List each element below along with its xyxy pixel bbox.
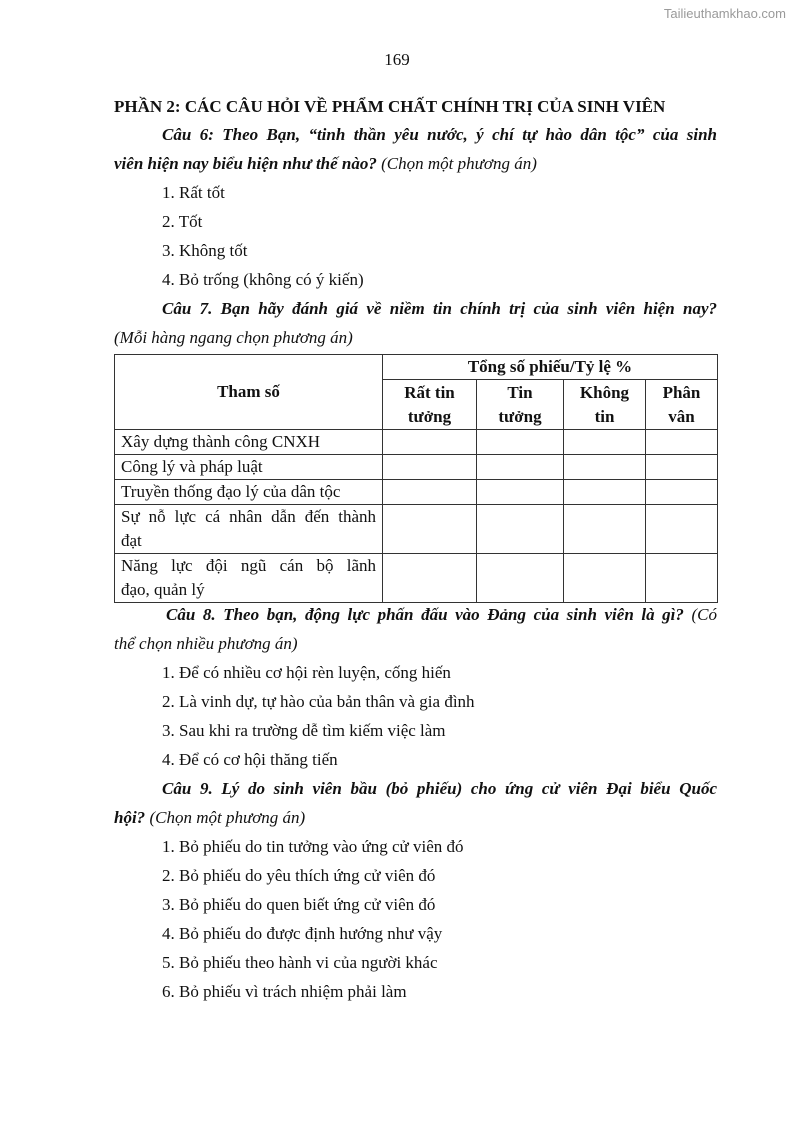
table-row <box>115 455 718 480</box>
answer-cell[interactable] <box>646 480 718 505</box>
answer-cell[interactable] <box>564 455 646 480</box>
q6-line2-bold: viên hiện nay biểu hiện như thế nào? <box>114 154 377 173</box>
answer-cell[interactable] <box>477 554 564 603</box>
answer-cell[interactable] <box>564 554 646 603</box>
q8-line1 <box>166 604 717 626</box>
row-label: Sự nỗ lực cá nhân dẫn đến thành đạt <box>115 505 383 554</box>
param-header: Tham số <box>115 355 383 430</box>
q7-note: (Mỗi hàng ngang chọn phương án) <box>114 328 353 347</box>
answer-cell[interactable] <box>646 430 718 455</box>
col-header-no-trust: Không tin <box>564 380 646 430</box>
q9-note: (Chọn một phương án) <box>149 808 306 827</box>
q8-line1-bold: Câu 8. Theo bạn, động lực phấn đấu vào Đảng của sinh viên là gì? <box>166 605 684 624</box>
row-label: Xây dựng thành công CNXH <box>115 430 383 455</box>
q6-line2 <box>114 153 537 175</box>
q9-option: 4. Bỏ phiếu do được định hướng như vậy <box>162 924 443 943</box>
answer-cell[interactable] <box>646 455 718 480</box>
col-header-trust: Tin tưởng <box>477 380 564 430</box>
survey-table <box>114 354 718 603</box>
table-row <box>115 554 718 603</box>
q9-option: 5. Bỏ phiếu theo hành vi của người khác <box>162 953 438 972</box>
answer-cell[interactable] <box>646 554 718 603</box>
table-row <box>115 505 718 554</box>
answer-cell[interactable] <box>477 455 564 480</box>
answer-cell[interactable] <box>477 505 564 554</box>
q6-option: 3. Không tốt <box>162 241 248 260</box>
q9-option: 2. Bỏ phiếu do yêu thích ứng cử viên đó <box>162 866 436 885</box>
table-row <box>115 430 718 455</box>
row-label: Truyền thống đạo lý của dân tộc <box>115 480 383 505</box>
answer-cell[interactable] <box>564 480 646 505</box>
q6-option: 1. Rất tốt <box>162 183 225 202</box>
answer-cell[interactable] <box>383 554 477 603</box>
answer-cell[interactable] <box>646 505 718 554</box>
answer-cell[interactable] <box>564 505 646 554</box>
col-header-undecided: Phân vân <box>646 380 718 430</box>
answer-cell[interactable] <box>477 480 564 505</box>
q9-line2-bold: hội? <box>114 808 146 827</box>
answer-cell[interactable] <box>383 505 477 554</box>
row-label: Năng lực đội ngũ cán bộ lãnh đạo, quản lý <box>115 554 383 603</box>
q8-note: thể chọn nhiều phương án) <box>114 634 298 653</box>
answer-cell[interactable] <box>564 430 646 455</box>
q6-option: 2. Tốt <box>162 212 203 231</box>
q9-option: 1. Bỏ phiếu do tin tưởng vào ứng cử viên đó <box>162 837 464 856</box>
q6-line1: Câu 6: Theo Bạn, “tinh thần yêu nước, ý chí tự hào dân tộc” của sinh <box>162 125 717 144</box>
q9-line2 <box>114 807 305 829</box>
q7-line1: Câu 7. Bạn hãy đánh giá về niềm tin chính trị của sinh viên hiện nay? <box>162 299 717 318</box>
group-header: Tổng số phiếu/Tỷ lệ % <box>383 355 718 380</box>
watermark: Tailieuthamkhao.com <box>663 6 786 21</box>
answer-cell[interactable] <box>383 455 477 480</box>
q9-option: 3. Bỏ phiếu do quen biết ứng cử viên đó <box>162 895 436 914</box>
q8-option: 1. Để có nhiều cơ hội rèn luyện, cống hiến <box>162 663 451 682</box>
answer-cell[interactable] <box>383 430 477 455</box>
q8-option: 4. Để có cơ hội thăng tiến <box>162 750 338 769</box>
col-header-very-trust: Rất tin tưởng <box>383 380 477 430</box>
q8-line1-note: (Có <box>691 605 717 624</box>
q6-option: 4. Bỏ trống (không có ý kiến) <box>162 270 364 289</box>
answer-cell[interactable] <box>383 480 477 505</box>
q6-note: (Chọn một phương án) <box>381 154 537 173</box>
q9-option: 6. Bỏ phiếu vì trách nhiệm phải làm <box>162 982 407 1001</box>
q9-line1: Câu 9. Lý do sinh viên bầu (bỏ phiếu) cho ứng cử viên Đại biểu Quốc <box>162 779 717 798</box>
answer-cell[interactable] <box>477 430 564 455</box>
section-title: PHẦN 2: CÁC CÂU HỎI VỀ PHẨM CHẤT CHÍNH TRỊ CỦA SINH VIÊN <box>114 97 666 116</box>
table-row <box>115 480 718 505</box>
page-number: 169 <box>384 50 410 69</box>
q8-option: 2. Là vinh dự, tự hào của bản thân và gia đình <box>162 692 475 711</box>
q8-option: 3. Sau khi ra trường dễ tìm kiếm việc làm <box>162 721 446 740</box>
row-label: Công lý và pháp luật <box>115 455 383 480</box>
